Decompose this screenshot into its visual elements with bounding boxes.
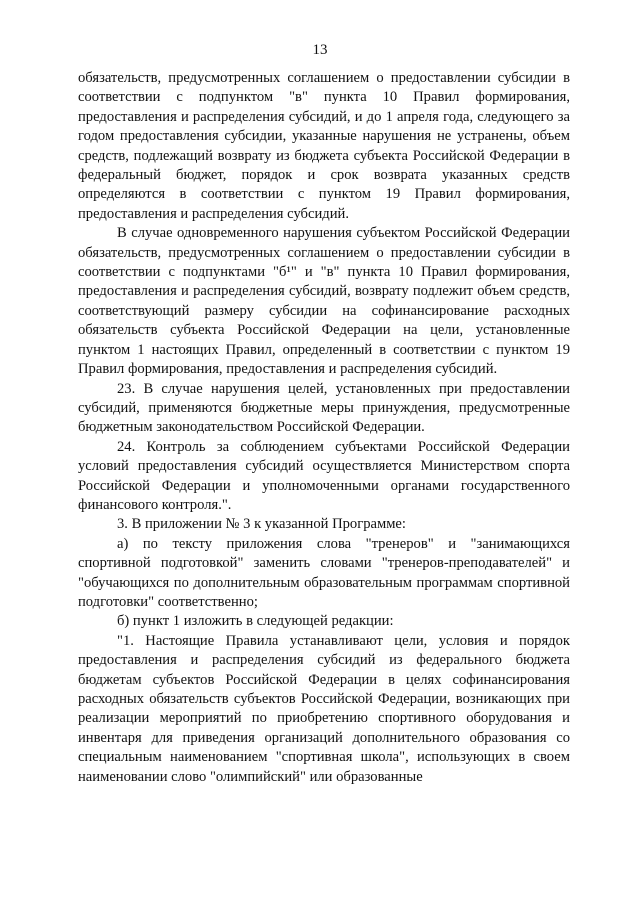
paragraph-item-23: 23. В случае нарушения целей, установленных при предоставлении субсидий, применяются бюджетные меры принуждения, предусмотренные бюджетным законодательством Российской Федерации. — [78, 380, 570, 436]
page-number: 13 — [312, 42, 328, 58]
paragraph-continuation: обязательств, предусмотренных соглашением о предоставлении субсидии в соответствии с подпунктом "в" пункта 10 Правил формирования, предоставления и распределения субсидий, и до 1 апреля года, следующего за годом предоставления субсидии, указанные нарушения не устранены, объем средств, подлежащий возврату из бюджета субъекта Российской Федерации в федеральный бюджет, порядок и срок возврата указанных средств определяются в соответствии с пунктом 19 Правил формирования, предоставления и распределения субсидий. — [78, 70, 570, 222]
paragraph-item-24: 24. Контроль за соблюдением субъектами Российской Федерации условий предоставления субсидий осуществляется Министерством спорта Российской Федерации и уполномоченными органами государственного финансового контроля.". — [78, 438, 570, 513]
document-body — [78, 69, 570, 787]
paragraph-subitem-a: а) по тексту приложения слова "тренеров" и "занимающихся спортивной подготовкой" заменить словами "тренеров-преподавателей" и "обучающихся по дополнительным образовательным программам спортивной подготовки" соответственно; — [78, 535, 570, 610]
paragraph-amendment-3: 3. В приложении № 3 к указанной Программе: — [117, 516, 406, 533]
paragraph-item-1-new-wording: "1. Настоящие Правила устанавливают цели, условия и порядок предоставления и распределения субсидий из федерального бюджета бюджетам субъектов Российской Федерации в целях софинансирования расходных обязательств субъектов Российской Федерации, возникающих при реализации мероприятий по приобретению спортивного оборудования и инвентаря для приведения организаций дополнительного образования со специальным наименованием "спортивная школа", использующих в своем наименовании слово "олимпийский" или образованные — [78, 632, 570, 785]
paragraph-subitem-b: б) пункт 1 изложить в следующей редакции: — [117, 613, 394, 630]
paragraph-simultaneous-violation: В случае одновременного нарушения субъектом Российской Федерации обязательств, предусмотренных соглашением о предоставлении субсидии в соответствии с подпунктами "б¹" и "в" пункта 10 Правил формирования, предоставления и распределения субсидий, возврату подлежит объем средств, соответствующий размеру субсидии на софинансирование расходных обязательств субъекта Российской Федерации на цели, установленные пунктом 1 настоящих Правил, определенный в соответствии с пунктом 19 Правил формирования, предоставления и распределения субсидий. — [78, 225, 570, 378]
